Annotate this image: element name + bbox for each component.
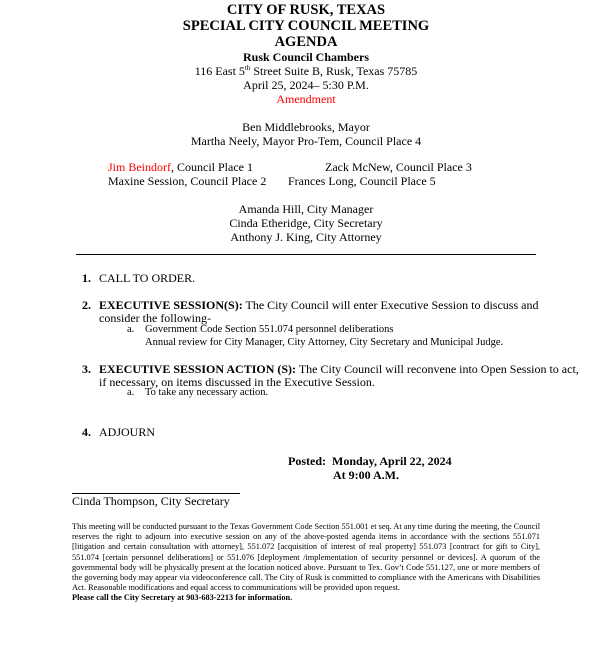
council-member bbox=[325, 160, 472, 174]
agenda-item-call-to-order: CALL TO ORDER. bbox=[99, 271, 196, 285]
agenda-title: AGENDA bbox=[274, 34, 338, 50]
agenda-item-text: The City Council will enter Executive Session to discuss and bbox=[242, 298, 539, 312]
council-member-role: , Council Place 2 bbox=[184, 174, 267, 188]
council-member-name: Jim Beindorf bbox=[108, 160, 171, 174]
agenda-item-executive-action bbox=[99, 362, 579, 376]
agenda-item-text-cont: if necessary, on items discussed in the Executive Session. bbox=[99, 375, 375, 389]
notice-text: This meeting will be conducted pursuant to the Texas Government Code Section 551.001 et seq. At any time during the meeting, the Council reserves the right to adjourn into executive session on any of the above-posted agenda items in accordance with the sections 551.071 [litigation and certain consultation with attorney], 551.072 [acquisition of interest of real property] 551.073 [contract for gift to City], 551.074 [certain personnel deliberations] or 551.076 [deployment /implementation of security personnel or devices]. A quorum of the governmental body will be physically present at the location noticed above. Pursuant to Tex. Gov’t Code 551.127, one or more members of the governing body may appear via videoconference call. The City of Rusk is committed to compliance with the Americans with Disabilities Act. Reasonable modifications and equal access to communications will be provided upon request. bbox=[72, 522, 540, 593]
council-member-role: , Council Place 3 bbox=[389, 160, 472, 174]
mayor: Ben Middlebrooks, Mayor bbox=[242, 120, 370, 134]
divider bbox=[76, 254, 536, 255]
sub-item-letter: a. bbox=[127, 387, 135, 398]
agenda-item-number: 1. bbox=[82, 271, 91, 285]
sub-item-text: Government Code Section 551.074 personnel deliberations bbox=[145, 324, 394, 335]
council-member bbox=[288, 174, 436, 188]
signature-name: Cinda Thompson, City Secretary bbox=[72, 494, 230, 508]
city-manager: Amanda Hill, City Manager bbox=[238, 202, 374, 216]
agenda-item-number: 3. bbox=[82, 362, 91, 376]
agenda-item-adjourn: ADJOURN bbox=[99, 425, 156, 439]
address-superscript: th bbox=[244, 64, 251, 72]
agenda-item-text-cont: consider the following- bbox=[99, 311, 211, 325]
location: Rusk Council Chambers bbox=[242, 50, 370, 64]
sub-item-text: To take any necessary action. bbox=[145, 387, 269, 398]
council-member-name: Frances Long bbox=[288, 174, 354, 188]
legal-notice bbox=[72, 522, 540, 604]
address-part: 116 East 5 bbox=[194, 64, 245, 78]
sub-item-letter: a. bbox=[127, 324, 135, 335]
mayor-pro-tem: Martha Neely, Mayor Pro-Tem, Council Place 4 bbox=[190, 134, 422, 148]
council-member-role: , Council Place 1 bbox=[171, 160, 253, 174]
council-member bbox=[108, 174, 266, 188]
meeting-title: SPECIAL CITY COUNCIL MEETING bbox=[182, 18, 430, 34]
city-secretary: Cinda Etheridge, City Secretary bbox=[229, 216, 383, 230]
posted-date: Monday, April 22, 2024 bbox=[332, 454, 452, 468]
council-member bbox=[108, 160, 253, 174]
agenda-item-title: EXECUTIVE SESSION ACTION (S): bbox=[99, 362, 297, 376]
agenda-item-text: The City Council will reconvene into Open Session to act, bbox=[296, 362, 579, 376]
agenda-item-number: 4. bbox=[82, 425, 91, 439]
address bbox=[0, 64, 612, 78]
agenda-item-executive-session bbox=[99, 298, 538, 312]
posted-label: Posted: bbox=[288, 454, 326, 468]
address-part: Street Suite B, Rusk, Texas 75785 bbox=[250, 64, 418, 78]
amendment-label: Amendment bbox=[276, 92, 336, 106]
meeting-datetime: April 25, 2024– 5:30 P.M. bbox=[243, 78, 369, 92]
council-member-name: Zack McNew bbox=[325, 160, 390, 174]
agenda-item-number: 2. bbox=[82, 298, 91, 312]
city-title: CITY OF RUSK, TEXAS bbox=[226, 2, 386, 18]
council-member-name: Maxine Session bbox=[108, 174, 185, 188]
agenda-item-title: EXECUTIVE SESSION(S): bbox=[99, 298, 243, 312]
city-attorney: Anthony J. King, City Attorney bbox=[230, 230, 382, 244]
contact-info: Please call the City Secretary at 903-683-2213 for information. bbox=[72, 593, 293, 603]
posted-time: At 9:00 A.M. bbox=[333, 468, 399, 482]
sub-item-text: Annual review for City Manager, City Attorney, City Secretary and Municipal Judge. bbox=[145, 337, 504, 348]
council-member-role: , Council Place 5 bbox=[353, 174, 436, 188]
